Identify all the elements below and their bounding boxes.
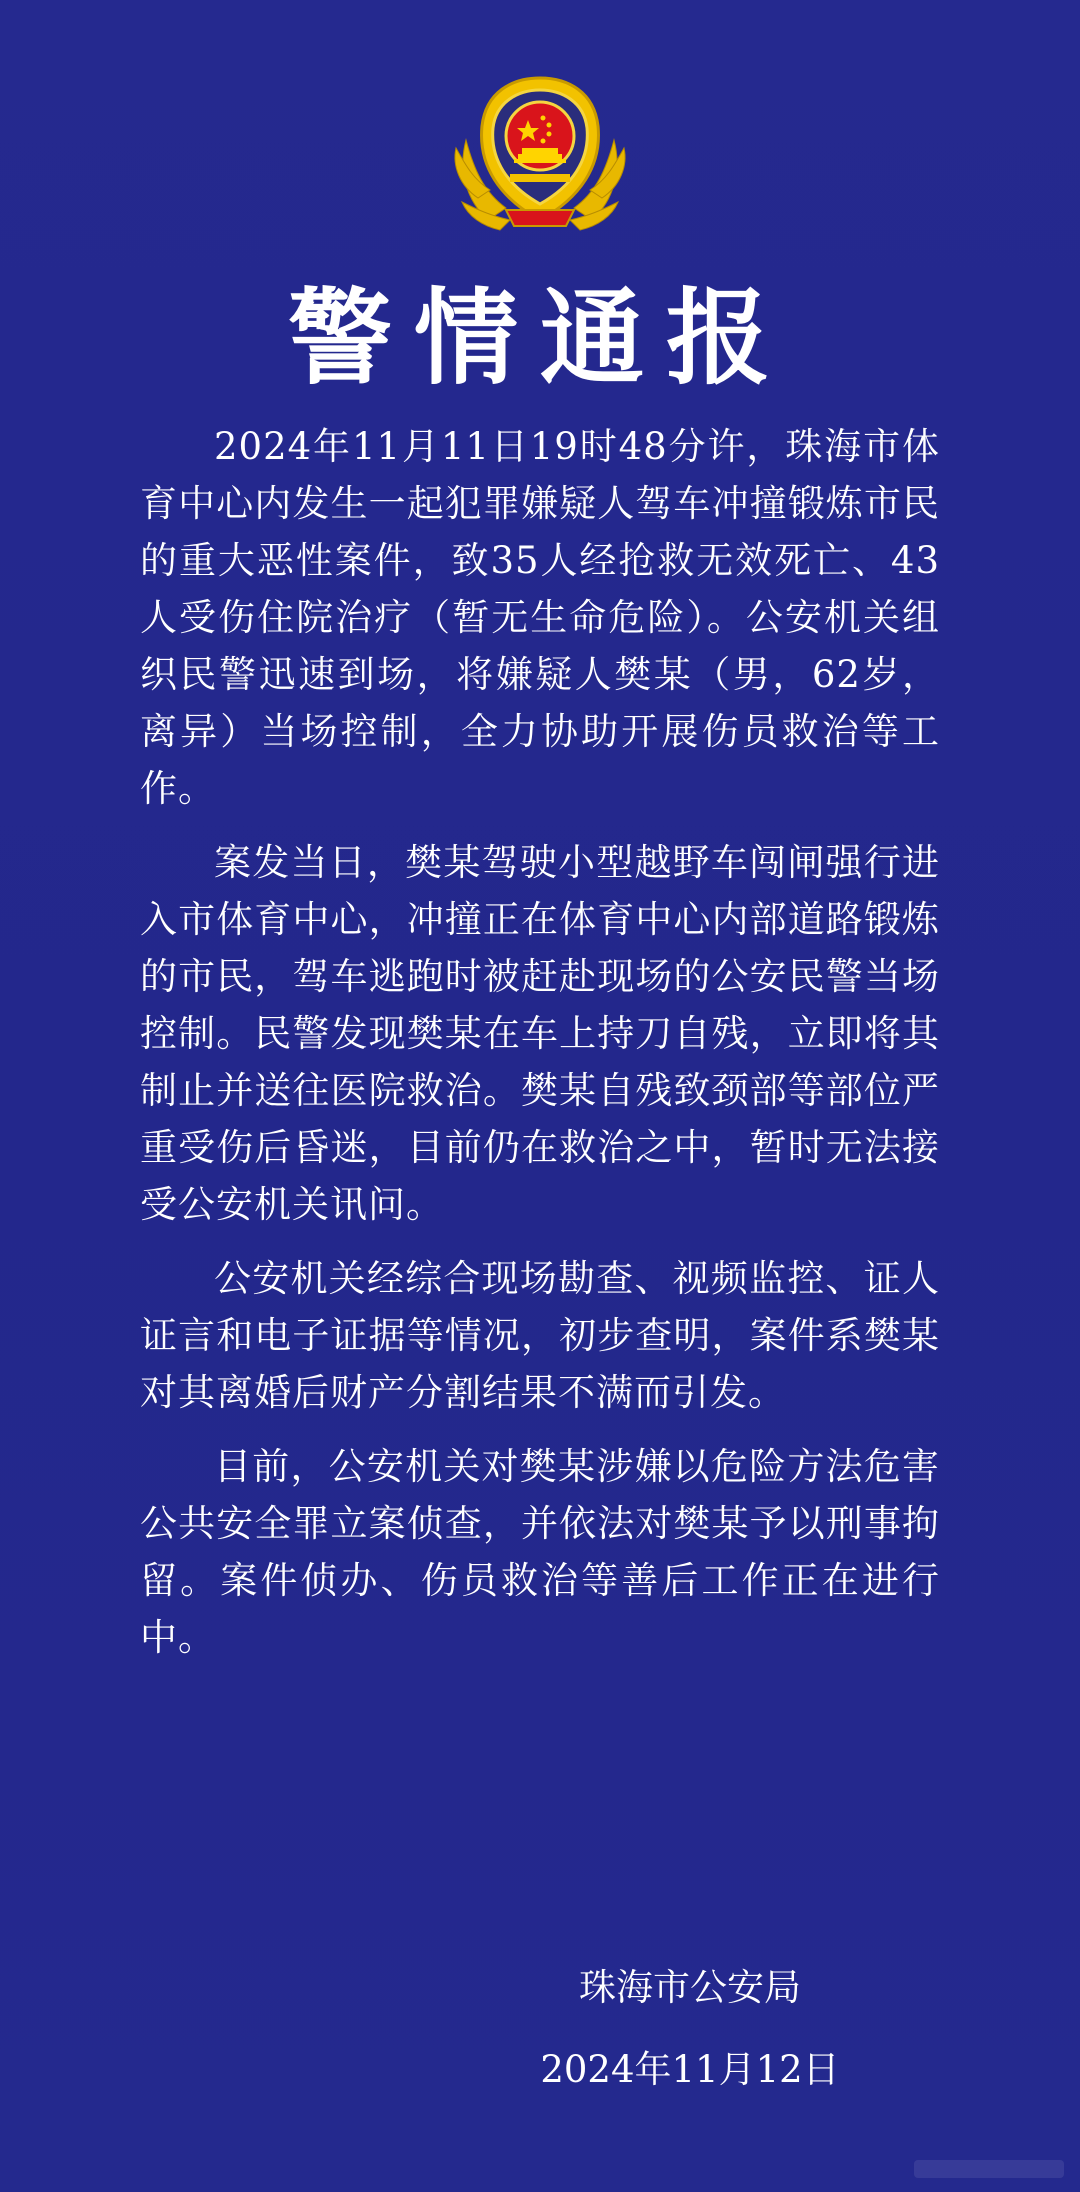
page-title: 警情通报 (287, 277, 792, 399)
signature-block (540, 1958, 840, 2122)
paragraph-motive: 公安机关经综合现场勘查、视频监控、证人证言和电子证据等情况，初步查明，案件系樊某对其离婚后财产分割结果不满而引发。 (140, 1257, 940, 1414)
notice-body (140, 418, 940, 1683)
issuer-name: 珠海市公安局 (579, 1966, 801, 2009)
issue-date: 2024年11月12日 (540, 2048, 840, 2091)
paragraph-investigation: 目前，公安机关对樊某涉嫌以危险方法危害公共安全罪立案侦查，并依法对樊某予以刑事拘留。案件侦办、伤员救治等善后工作正在进行中。 (140, 1445, 940, 1659)
watermark-icon (914, 2156, 1064, 2182)
paragraph-details: 案发当日，樊某驾驶小型越野车闯闸强行进入市体育中心，冲撞正在体育中心内部道路锻炼的市民，驾车逃跑时被赶赴现场的公安民警当场控制。民警发现樊某在车上持刀自残，立即将其制止并送往医院救治。樊某自残致颈部等部位严重受伤后昏迷，目前仍在救治之中，暂时无法接受公安机关讯问。 (140, 841, 940, 1226)
police-emblem-icon (448, 70, 632, 252)
paragraph-incident: 2024年11月11日19时48分许，珠海市体育中心内发生一起犯罪嫌疑人驾车冲撞锻炼市民的重大恶性案件，致35人经抢救无效死亡、43人受伤住院治疗（暂无生命危险）。公安机关组织民警迅速到场，将嫌疑人樊某（男，62岁，离异）当场控制，全力协助开展伤员救治等工作。 (140, 425, 940, 810)
